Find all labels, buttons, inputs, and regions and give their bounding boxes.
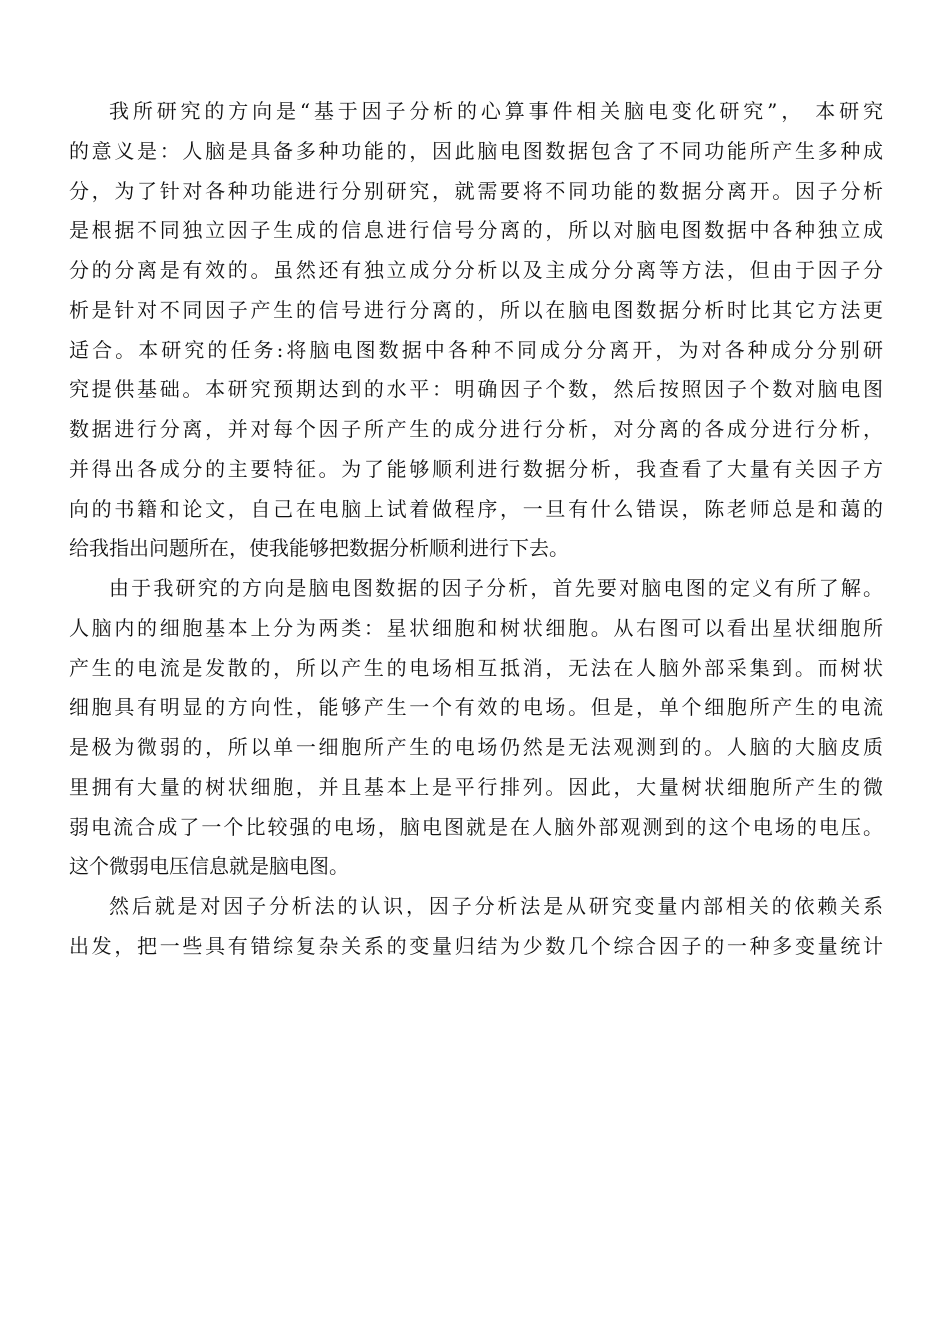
paragraph-2-line-8: 这个微弱电压信息就是脑电图。 [69,854,349,879]
paragraph-1-line-2: 的意义是：人脑是具备多种功能的，因此脑电图数据包含了不同功能所产生多种成 [69,138,883,163]
paragraph-2-line-3: 产生的电流是发散的，所以产生的电场相互抵消，无法在人脑外部采集到。而树状 [69,655,883,680]
paragraph-1-line-11: 向的书籍和论文，自己在电脑上试着做程序，一旦有什么错误，陈老师总是和蔼的 [69,496,883,521]
paragraph-2-line-7: 弱电流合成了一个比较强的电场，脑电图就是在人脑外部观测到的这个电场的电压。 [69,814,883,839]
paragraph-2-line-6: 里拥有大量的树状细胞，并且基本上是平行排列。因此，大量树状细胞所产生的微 [69,774,883,799]
paragraph-1-line-5: 分的分离是有效的。虽然还有独立成分分析以及主成分分离等方法，但由于因子分 [69,258,883,282]
paragraph-2-line-2: 人脑内的细胞基本上分为两类：星状细胞和树状细胞。从右图可以看出星状细胞所 [69,615,883,640]
paragraph-1-line-1: 我所研究的方向是“基于因子分析的心算事件相关脑电变化研究”， 本研究 [109,99,883,123]
paragraph-1-line-7: 适合。本研究的任务:将脑电图数据中各种不同成分分离开，为对各种成分分别研 [69,337,883,362]
paragraph-2-line-1: 由于我研究的方向是脑电图数据的因子分析，首先要对脑电图的定义有所了解。 [109,576,883,600]
paragraph-1-line-6: 析是针对不同因子产生的信号进行分离的，所以在脑电图数据分析时比其它方法更 [69,297,883,322]
paragraph-1-line-3: 分，为了针对各种功能进行分别研究，就需要将不同功能的数据分离开。因子分析 [69,178,883,203]
paragraph-2-line-5: 是极为微弱的，所以单一细胞所产生的电场仍然是无法观测到的。人脑的大脑皮质 [69,735,883,759]
paragraph-3-line-1: 然后就是对因子分析法的认识，因子分析法是从研究变量内部相关的依赖关系 [109,894,883,918]
paragraph-1-line-4: 是根据不同独立因子生成的信息进行信号分离的，所以对脑电图数据中各种独立成 [69,218,883,243]
paragraph-1-line-10: 并得出各成分的主要特征。为了能够顺利进行数据分析，我查看了大量有关因子方 [69,456,883,481]
paragraph-2-line-4: 细胞具有明显的方向性，能够产生一个有效的电场。但是，单个细胞所产生的电流 [69,695,883,720]
paragraph-1-line-12: 给我指出问题所在，使我能够把数据分析顺利进行下去。 [69,536,569,561]
paragraph-1-line-8: 究提供基础。本研究预期达到的水平：明确因子个数，然后按照因子个数对脑电图 [69,377,883,402]
paragraph-3-line-2: 出发，把一些具有错综复杂关系的变量归结为少数几个综合因子的一种多变量统计 [69,933,883,958]
body-text [69,92,883,967]
paragraph-1-line-9: 数据进行分离，并对每个因子所产生的成分进行分析，对分离的各成分进行分析， [69,417,883,441]
